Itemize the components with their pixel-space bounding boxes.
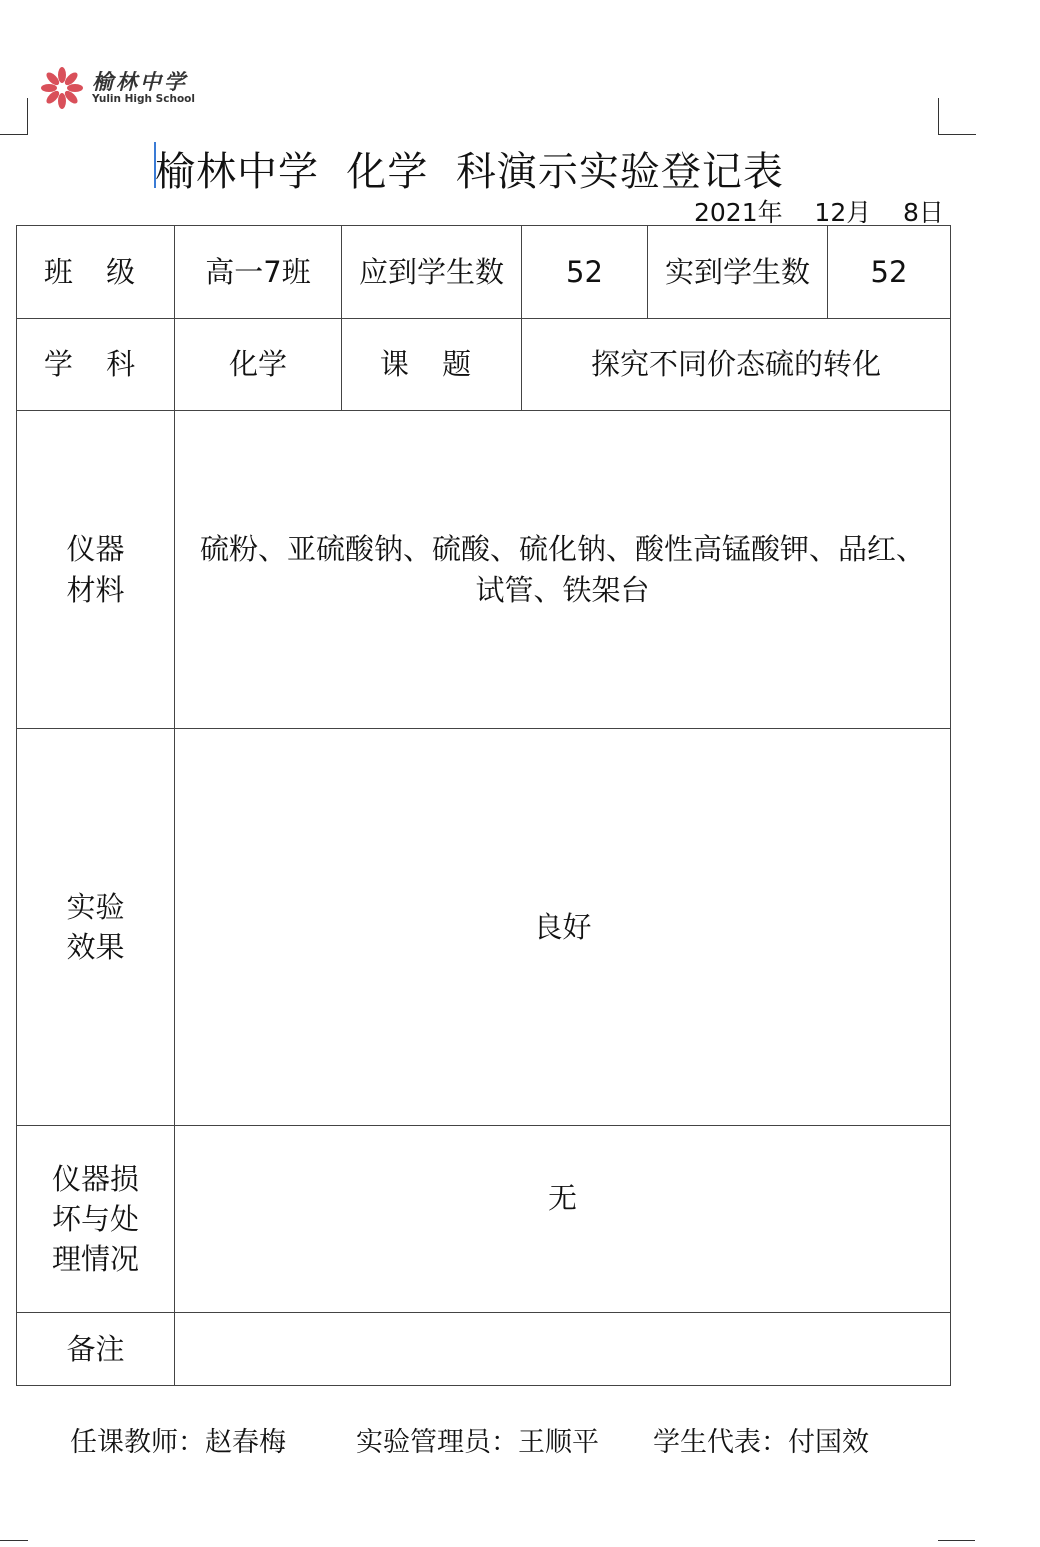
materials-value: 硫粉、亚硫酸钠、硫酸、硫化钠、酸性高锰酸钾、品红、试管、铁架台 <box>175 411 951 729</box>
effect-value: 良好 <box>175 729 951 1126</box>
effect-label-line-1: 实验 <box>66 889 125 924</box>
logo-name-cn: 榆林中学 <box>92 69 188 94</box>
table-row-class <box>17 226 951 319</box>
flower-logo-icon <box>40 66 84 110</box>
damage-label <box>17 1126 175 1313</box>
class-label: 班 级 <box>17 226 175 319</box>
damage-value: 无 <box>175 1126 951 1313</box>
expected-students-label: 应到学生数 <box>342 226 522 319</box>
signature-teacher: 任课教师：赵春梅 <box>70 1427 286 1458</box>
remarks-value <box>175 1313 951 1386</box>
subject-value: 化学 <box>175 319 342 411</box>
table-row-subject <box>17 319 951 411</box>
actual-students-label: 实到学生数 <box>648 226 828 319</box>
effect-label <box>17 729 175 1126</box>
actual-students-value: 52 <box>828 226 951 319</box>
crop-mark-top-right <box>938 98 976 135</box>
document-date <box>694 193 944 229</box>
materials-label-line-2: 材料 <box>66 572 125 607</box>
damage-label-line-2: 坏与处 <box>51 1201 139 1236</box>
signature-lab-manager: 实验管理员：王顺平 <box>356 1427 599 1458</box>
date-month: 12月 <box>814 198 872 227</box>
table-row-damage <box>17 1126 951 1313</box>
remarks-label: 备注 <box>17 1313 175 1386</box>
topic-value: 探究不同价态硫的转化 <box>522 319 951 411</box>
class-value: 高一7班 <box>175 226 342 319</box>
date-year: 2021年 <box>694 198 783 227</box>
damage-label-line-3: 理情况 <box>51 1242 139 1276</box>
materials-label-line-1: 仪器 <box>66 532 125 567</box>
table-row-materials <box>17 411 951 729</box>
table-row-remarks <box>17 1313 951 1386</box>
crop-mark-top-left <box>0 98 28 135</box>
topic-label: 课 题 <box>342 319 522 411</box>
table-row-effect <box>17 729 951 1126</box>
materials-label <box>17 411 175 729</box>
document-title: 榆林中学 化学 科演示实验登记表 <box>155 149 784 195</box>
signature-student-rep: 学生代表：付国效 <box>653 1427 869 1458</box>
school-logo <box>40 64 210 110</box>
effect-label-line-2: 效果 <box>66 930 125 964</box>
date-day: 8日 <box>903 198 944 227</box>
subject-label: 学 科 <box>17 319 175 411</box>
logo-name-en: Yulin High School <box>92 93 195 105</box>
expected-students-value: 52 <box>522 226 648 319</box>
registration-table <box>16 225 951 1386</box>
damage-label-line-1: 仪器损 <box>51 1161 139 1196</box>
